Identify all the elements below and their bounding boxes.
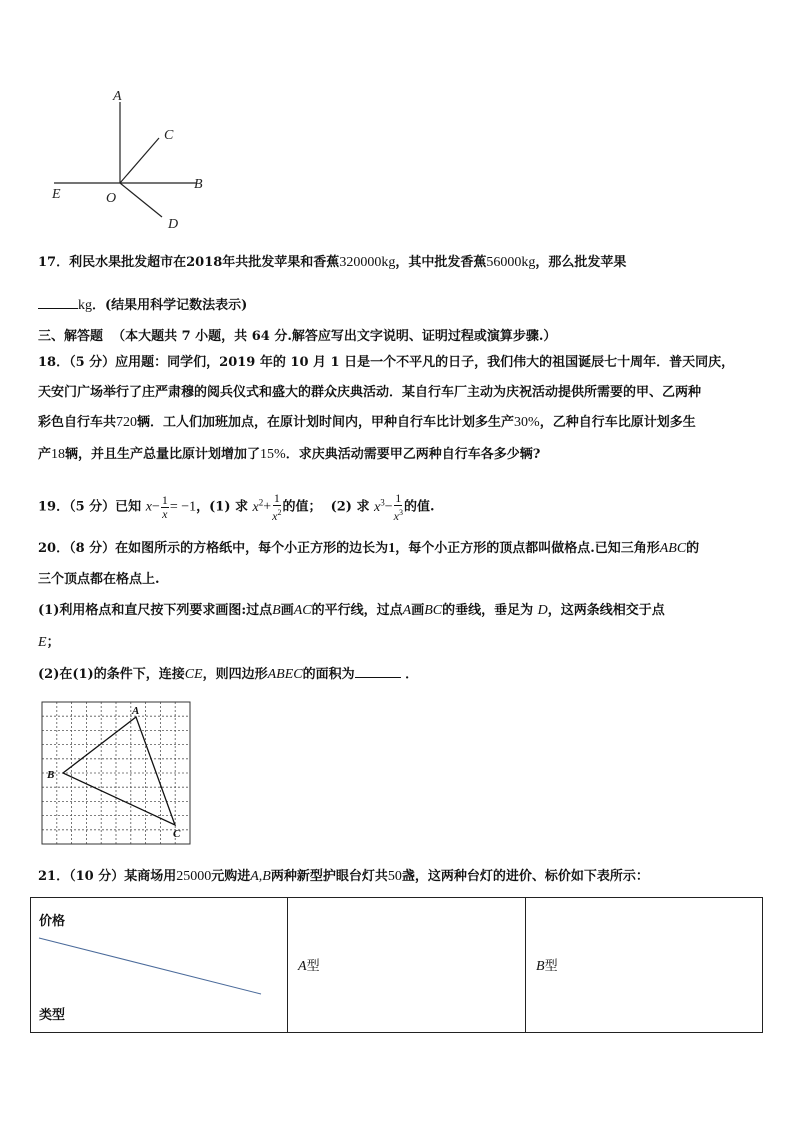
q17-line2: kg．(结果用科学记数法表示)	[38, 296, 247, 315]
grid-figure	[36, 698, 194, 848]
angle-figure	[40, 80, 220, 240]
q18-line2: 天安门广场举行了庄严肃穆的阅兵仪式和盛大的群众庆典活动．某自行车厂主动为庆祝活动提供所需要的甲、乙两种	[38, 385, 702, 400]
type-header: 类型	[39, 1008, 66, 1023]
q17-line1: 17．利民水果批发超市在2018年共批发苹果和香蕉320000kg，其中批发香蕉56000kg，那么批发苹果	[38, 255, 627, 270]
grid-label-B: B	[47, 769, 55, 781]
section3-header: 三、解答题 （本大题共 7 小题，共 64 分.解答应写出文字说明、证明过程或演算步骤.）	[38, 329, 557, 344]
grid-label-A: A	[132, 705, 140, 717]
q18-line1: 18．（5 分）应用题：同学们，2019 年的 10 月 1 日是一个不平凡的日子，我们伟大的祖国诞辰七十周年．普天同庆，	[38, 355, 735, 370]
q20-part2: (2)在(1)的条件下，连接CE，则四边形ABEC的面积为 ．	[38, 667, 419, 682]
q18-line4: 产18辆，并且生产总量比原计划增加了15%．求庆典活动需要甲乙两种自行车各多少辆?	[38, 447, 541, 462]
label-D: D	[168, 217, 179, 232]
q20-part1-line2: E；	[38, 635, 60, 650]
label-E: E	[52, 187, 61, 202]
q20-part1-line1: (1)利用格点和直尺按下列要求画图:过点B画AC的平行线，过点A画BC的垂线，垂足为 D，这两条线相交于点	[38, 603, 665, 618]
table-col-a: A型	[288, 898, 526, 1033]
q19-line: 19．（5 分）已知 x− $\frac{1}{x}$ = −1，(1) 求 $x^2+$ $\frac{1}{x^2}$ 的值； (2) 求 $x^3-$ $\frac{1}{x^3}$ 的值.	[38, 490, 435, 523]
answer-blank[interactable]	[355, 665, 401, 678]
table-col-b: B型	[526, 898, 763, 1033]
q20-line2: 三个顶点都在格点上.	[38, 572, 160, 587]
q21-line: 21．（10 分）某商场用25000元购进A,B两种新型护眼台灯共50盏，这两种台灯的进价、标价如下表所示：	[38, 869, 649, 884]
price-header: 价格	[39, 914, 66, 929]
label-O: O	[106, 191, 117, 206]
price-table	[30, 897, 763, 1033]
q18-line3: 彩色自行车共720辆．工人们加班加点，在原计划时间内，甲种自行车比计划多生产30%，乙种自行车比原计划多生	[38, 415, 696, 430]
label-B: B	[194, 177, 203, 192]
answer-blank[interactable]	[38, 296, 78, 309]
table-header-cell	[31, 898, 288, 1033]
label-A: A	[113, 89, 122, 104]
grid-label-C: C	[173, 828, 181, 840]
q20-line1: 20．（8 分）在如图所示的方格纸中，每个小正方形的边长为1，每个小正方形的顶点都叫做格点.已知三角形ABC的	[38, 541, 700, 556]
label-C: C	[164, 128, 174, 143]
